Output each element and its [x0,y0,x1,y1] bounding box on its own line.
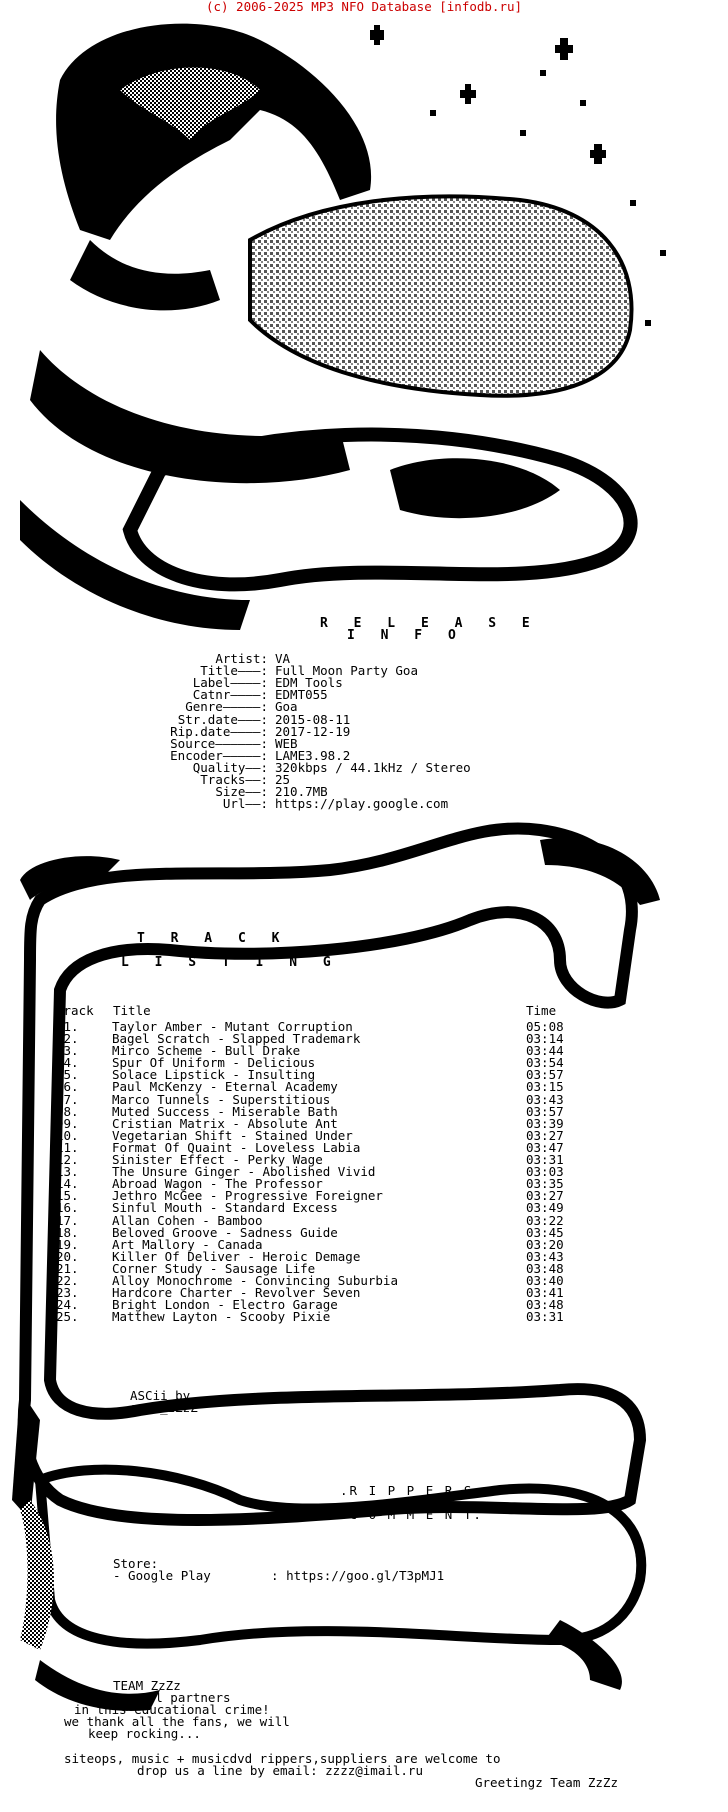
track-title: Bagel Scratch - Slapped Trademark [112,1031,361,1047]
release-info-value: 320kbps / 44.1kHz / Stereo [275,759,471,775]
footer-line-1: salutes all partners [80,1690,231,1705]
track-time: 03:57 [526,1067,564,1083]
track-time: 03:22 [526,1212,564,1228]
column-header-title: Title [113,1003,151,1018]
column-header-time: Time [526,1003,557,1018]
track-time: 03:48 [526,1260,564,1276]
track-time: 03:43 [526,1248,564,1264]
release-info-key: Quality——: [192,759,268,775]
release-info-key: Catnr————: [192,687,268,703]
track-number: 03. [56,1043,79,1059]
copyright-line: (c) 2006-2025 MP3 NFO Database [infodb.ru] [205,0,523,14]
release-info-value: LAME3.98.2 [275,747,351,763]
release-header-line2: I N F O [347,628,465,643]
release-info-value: 210.7MB [275,784,328,800]
track-time: 03:39 [526,1115,564,1131]
track-header-line2: L I S T I N G [121,955,340,970]
track-title: Format Of Quaint - Loveless Labia [112,1139,361,1155]
track-number: 24. [56,1297,79,1313]
release-info-key: Genre—————: [185,699,268,715]
footer-line-4: keep rocking... [88,1726,201,1741]
release-info-key: Rip.date————: [170,723,268,739]
release-info-key: Str.date———: [177,711,268,727]
track-number: 12. [56,1152,79,1168]
track-number: 16. [56,1200,79,1216]
track-time: 03:45 [526,1224,564,1240]
track-title: Mirco Scheme - Bull Drake [112,1043,301,1059]
track-title: Sinister Effect - Perky Wage [112,1152,323,1168]
track-number: 20. [56,1248,79,1264]
track-number: 17. [56,1212,79,1228]
footer-line-2: in this educational crime! [74,1702,270,1717]
track-number: 09. [56,1115,79,1131]
track-time: 03:15 [526,1079,564,1095]
footer-line-3: we thank all the fans, we will [64,1714,290,1729]
track-title: Alloy Monochrome - Convincing Suburbia [112,1272,398,1288]
release-info-value: Full Moon Party Goa [275,663,418,679]
release-info-value: EDMT055 [275,687,328,703]
release-info-key: Title———: [200,663,268,679]
track-number: 13. [56,1164,79,1180]
track-title: Spur Of Uniform - Delicious [112,1055,316,1071]
track-number: 14. [56,1176,79,1192]
footer-siteops: siteops, music + musicdvd rippers,suppliers are welcome to [64,1751,501,1766]
footer-team: TEAM ZzZz [113,1678,181,1693]
track-title: Vegetarian Shift - Stained Under [112,1127,353,1143]
track-time: 03:03 [526,1164,564,1180]
track-title: Killer Of Deliver - Heroic Demage [112,1248,361,1264]
track-title: Matthew Layton - Scooby Pixie [112,1309,331,1325]
track-title: Art Mallory - Canada [112,1236,263,1252]
track-title: The Unsure Ginger - Abolished Vivid [112,1164,376,1180]
rippers-header-line2: .C O M M E N T. [340,1507,483,1522]
track-number: 01. [56,1019,79,1034]
track-title: Jethro McGee - Progressive Foreigner [112,1188,383,1204]
track-time: 03:49 [526,1200,564,1216]
track-number: 08. [56,1103,79,1119]
track-time: 03:44 [526,1043,564,1059]
track-time: 05:08 [526,1019,564,1034]
track-time: 03:31 [526,1152,564,1168]
release-info-value: WEB [275,735,298,751]
track-title: Taylor Amber - Mutant Corruption [112,1019,353,1034]
track-number: 15. [56,1188,79,1204]
track-time: 03:48 [526,1297,564,1313]
track-number: 04. [56,1055,79,1071]
track-time: 03:47 [526,1139,564,1155]
track-title: Beloved Groove - Sadness Guide [112,1224,338,1240]
footer-greetings: Greetingz Team ZzZz [475,1775,618,1790]
track-time: 03:40 [526,1272,564,1288]
track-number: 10. [56,1127,79,1143]
track-number: 07. [56,1091,79,1107]
release-info-value: 2015-08-11 [275,711,351,727]
track-number: 21. [56,1260,79,1276]
track-title: Cristian Matrix - Absolute Ant [112,1115,338,1131]
release-info-value: Goa [275,699,298,715]
track-title: Solace Lipstick - Insulting [112,1067,316,1083]
track-number: 22. [56,1272,79,1288]
rippers-header-line1: .R I P P E R S. [340,1483,483,1498]
track-time: 03:57 [526,1103,564,1119]
track-title: Abroad Wagon - The Professor [112,1176,323,1192]
track-title: Corner Study - Sausage Life [112,1260,316,1276]
release-info-key: Source——————: [170,735,268,751]
track-number: 11. [56,1139,79,1155]
track-time: 03:54 [526,1055,564,1071]
release-info-value: 2017-12-19 [275,723,351,739]
track-time: 03:27 [526,1127,564,1143]
release-info-key: Label————: [192,675,268,691]
track-list [56,1021,616,1323]
track-title: Bright London - Electro Garage [112,1297,338,1313]
track-number: 02. [56,1031,79,1047]
track-time: 03:31 [526,1309,564,1325]
track-time: 03:20 [526,1236,564,1252]
release-info-value: 25 [275,772,291,787]
track-number: 23. [56,1285,79,1301]
ascii-credit-line2: gonz_zZzZ [130,1400,198,1415]
track-title: Hardcore Charter - Revolver Seven [112,1285,361,1301]
release-info-value: EDM Tools [275,675,343,691]
track-time: 03:27 [526,1188,564,1204]
track-title: Muted Success - Miserable Bath [112,1103,338,1119]
store-label: Store: [113,1556,159,1571]
track-time: 03:41 [526,1285,564,1301]
track-title: Paul McKenzy - Eternal Academy [112,1079,338,1095]
release-info-value: VA [275,651,291,666]
track-number: 18. [56,1224,79,1240]
track-row [56,1311,616,1323]
track-number: 25. [56,1309,79,1325]
footer-contact: drop us a line by email: zzzz@imail.ru [137,1763,423,1778]
release-info-key: Artist: [215,651,268,666]
ascii-credit-line1: ASCii by [130,1388,191,1403]
release-info-key: Size——: [215,784,268,800]
track-number: 06. [56,1079,79,1095]
release-info-value: https://play.google.com [275,796,449,812]
track-time: 03:43 [526,1091,564,1107]
track-title: Allan Cohen - Bamboo [112,1212,263,1228]
column-header-track: Track [56,1003,94,1018]
track-time: 03:35 [526,1176,564,1192]
track-title: Marco Tunnels - Superstitious [112,1091,331,1107]
release-info-key: Tracks——: [200,772,268,787]
track-number: 19. [56,1236,79,1252]
track-time: 03:14 [526,1031,564,1047]
release-info-key: Url——: [222,796,268,812]
track-number: 05. [56,1067,79,1083]
track-title: Sinful Mouth - Standard Excess [112,1200,338,1216]
track-header-line1: T R A C K [137,931,289,946]
store-line: - Google Play : https://goo.gl/T3pMJ1 [113,1568,445,1583]
release-header-line1: R E L E A S E [320,616,539,631]
release-info-key: Encoder—————: [170,747,268,763]
